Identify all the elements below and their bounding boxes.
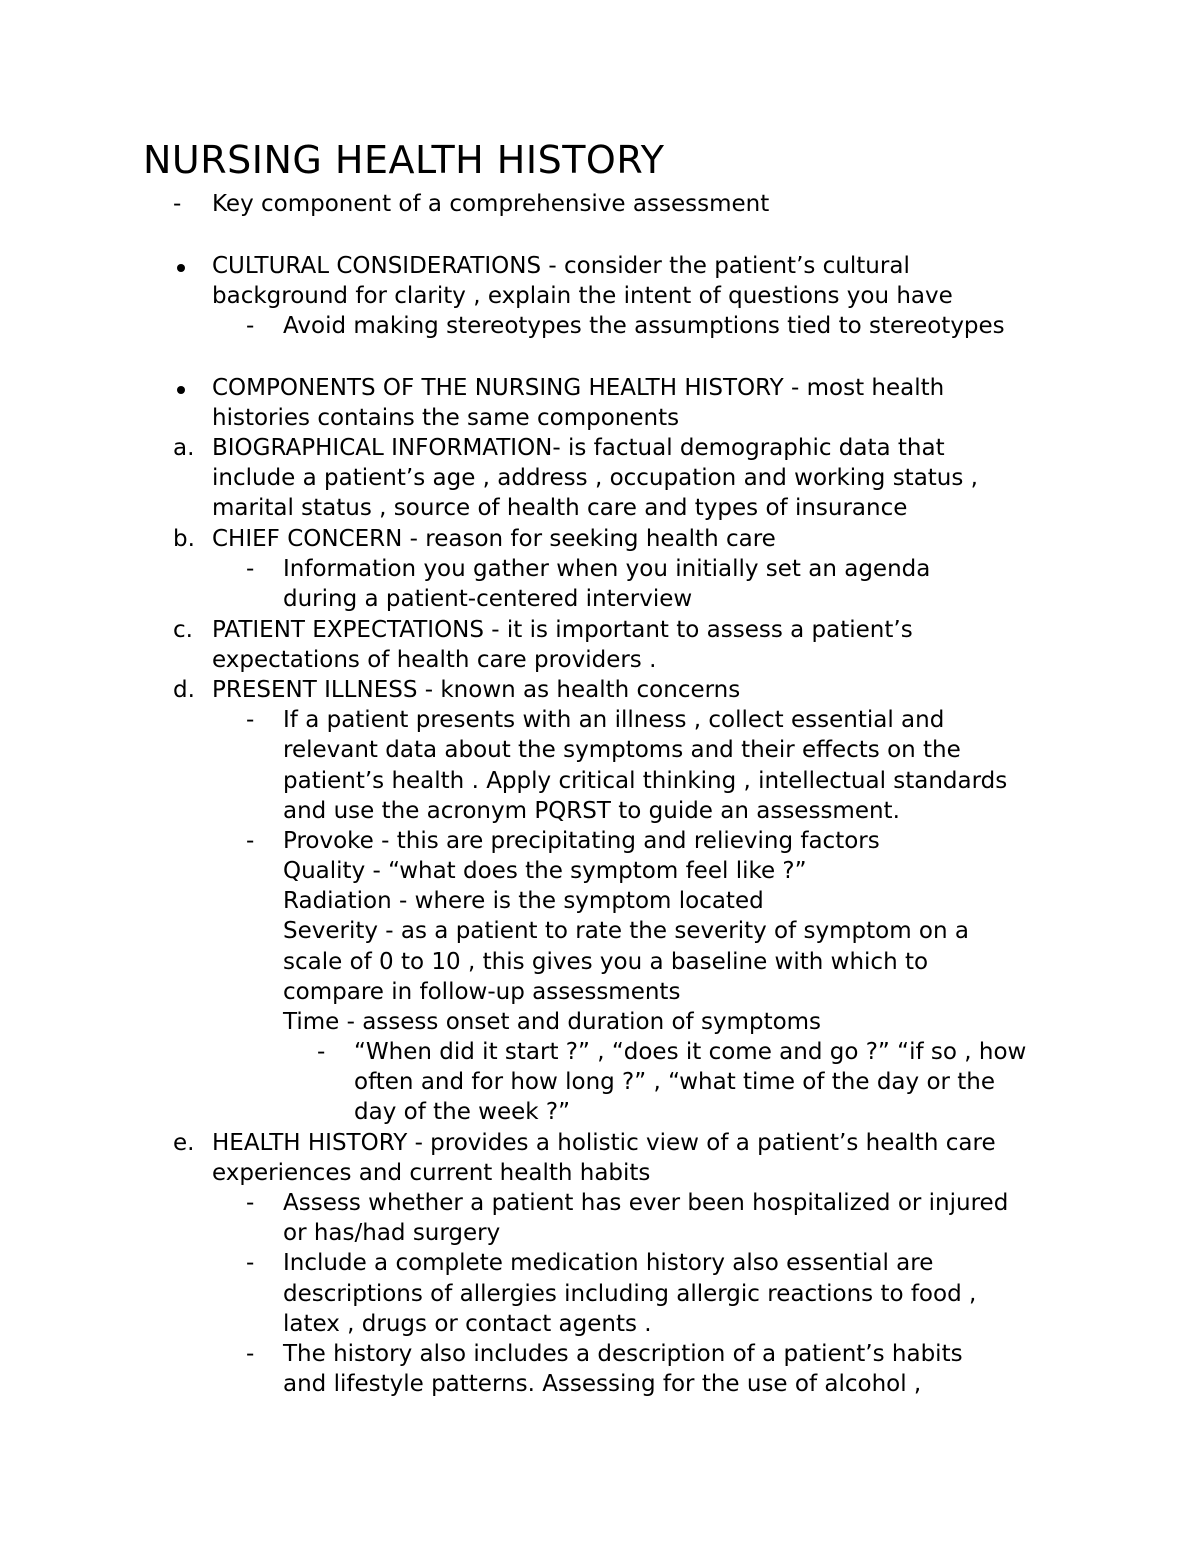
history-sub-2a: Include a complete medication history also essential are: [283, 1250, 934, 1276]
biographical-line-1: BIOGRAPHICAL INFORMATION- is factual demographic data that: [212, 435, 945, 461]
list-marker-c: c.: [173, 617, 193, 643]
list-marker-a: a.: [173, 435, 195, 461]
list-marker-e: e.: [173, 1130, 195, 1156]
dash-marker: -: [246, 828, 255, 854]
present-sub-2e: scale of 0 to 10 , this gives you a baseline with which to: [283, 949, 929, 975]
present-sub-2a: Provoke - this are precipitating and relieving factors: [283, 828, 880, 854]
present-sub-1c: patient’s health . Apply critical thinking , intellectual standards: [283, 768, 1008, 794]
biographical-line-2: include a patient’s age , address , occupation and working status ,: [212, 465, 978, 491]
dash-marker: -: [246, 313, 255, 339]
dash-marker: -: [246, 707, 255, 733]
dash-marker: -: [246, 1250, 255, 1276]
present-sub-3b: often and for how long ?” , “what time of the day or the: [354, 1069, 996, 1095]
chief-sub-1b: during a patient-centered interview: [283, 586, 693, 612]
bullet-icon: [177, 386, 185, 394]
history-sub-1a: Assess whether a patient has ever been hospitalized or injured: [283, 1190, 1009, 1216]
present-sub-2f: compare in follow-up assessments: [283, 979, 681, 1005]
present-line-1: PRESENT ILLNESS - known as health concerns: [212, 677, 741, 703]
dash-marker: -: [173, 191, 182, 217]
dash-marker: -: [246, 556, 255, 582]
dash-marker: -: [246, 1190, 255, 1216]
intro-line: Key component of a comprehensive assessment: [212, 191, 770, 217]
history-sub-2b: descriptions of allergies including allergic reactions to food ,: [283, 1281, 977, 1307]
history-sub-3a: The history also includes a description of a patient’s habits: [283, 1341, 963, 1367]
present-sub-1a: If a patient presents with an illness , collect essential and: [283, 707, 945, 733]
chief-sub-1a: Information you gather when you initially set an agenda: [283, 556, 931, 582]
history-sub-1b: or has/had surgery: [283, 1220, 501, 1246]
cultural-sub-1: Avoid making stereotypes the assumptions tied to stereotypes: [283, 313, 1005, 339]
present-sub-3c: day of the week ?”: [354, 1099, 571, 1125]
dash-marker: -: [246, 1341, 255, 1367]
present-sub-1b: relevant data about the symptoms and their effects on the: [283, 737, 961, 763]
chief-line-1: CHIEF CONCERN - reason for seeking health care: [212, 526, 776, 552]
history-sub-3b: and lifestyle patterns. Assessing for the use of alcohol ,: [283, 1371, 922, 1397]
bullet-icon: [177, 264, 185, 272]
present-sub-2b: Quality - “what does the symptom feel like ?”: [283, 858, 807, 884]
present-sub-2c: Radiation - where is the symptom located: [283, 888, 764, 914]
history-line-1: HEALTH HISTORY - provides a holistic view of a patient’s health care: [212, 1130, 996, 1156]
history-sub-2c: latex , drugs or contact agents .: [283, 1311, 652, 1337]
dash-marker: -: [317, 1039, 326, 1065]
present-sub-2g: Time - assess onset and duration of symptoms: [283, 1009, 822, 1035]
history-line-2: experiences and current health habits: [212, 1160, 651, 1186]
cultural-line-1: CULTURAL CONSIDERATIONS - consider the patient’s cultural: [212, 253, 910, 279]
components-line-2: histories contains the same components: [212, 405, 680, 431]
page-title: NURSING HEALTH HISTORY: [143, 138, 665, 182]
present-sub-1d: and use the acronym PQRST to guide an assessment.: [283, 798, 900, 824]
cultural-line-2: background for clarity , explain the intent of questions you have: [212, 283, 953, 309]
expectations-line-1: PATIENT EXPECTATIONS - it is important to assess a patient’s: [212, 617, 913, 643]
list-marker-b: b.: [173, 526, 195, 552]
biographical-line-3: marital status , source of health care and types of insurance: [212, 495, 908, 521]
list-marker-d: d.: [173, 677, 195, 703]
expectations-line-2: expectations of health care providers .: [212, 647, 657, 673]
components-line-1: COMPONENTS OF THE NURSING HEALTH HISTORY - most health: [212, 375, 945, 401]
present-sub-3a: “When did it start ?” , “does it come and go ?” “if so , how: [354, 1039, 1027, 1065]
present-sub-2d: Severity - as a patient to rate the severity of symptom on a: [283, 918, 969, 944]
